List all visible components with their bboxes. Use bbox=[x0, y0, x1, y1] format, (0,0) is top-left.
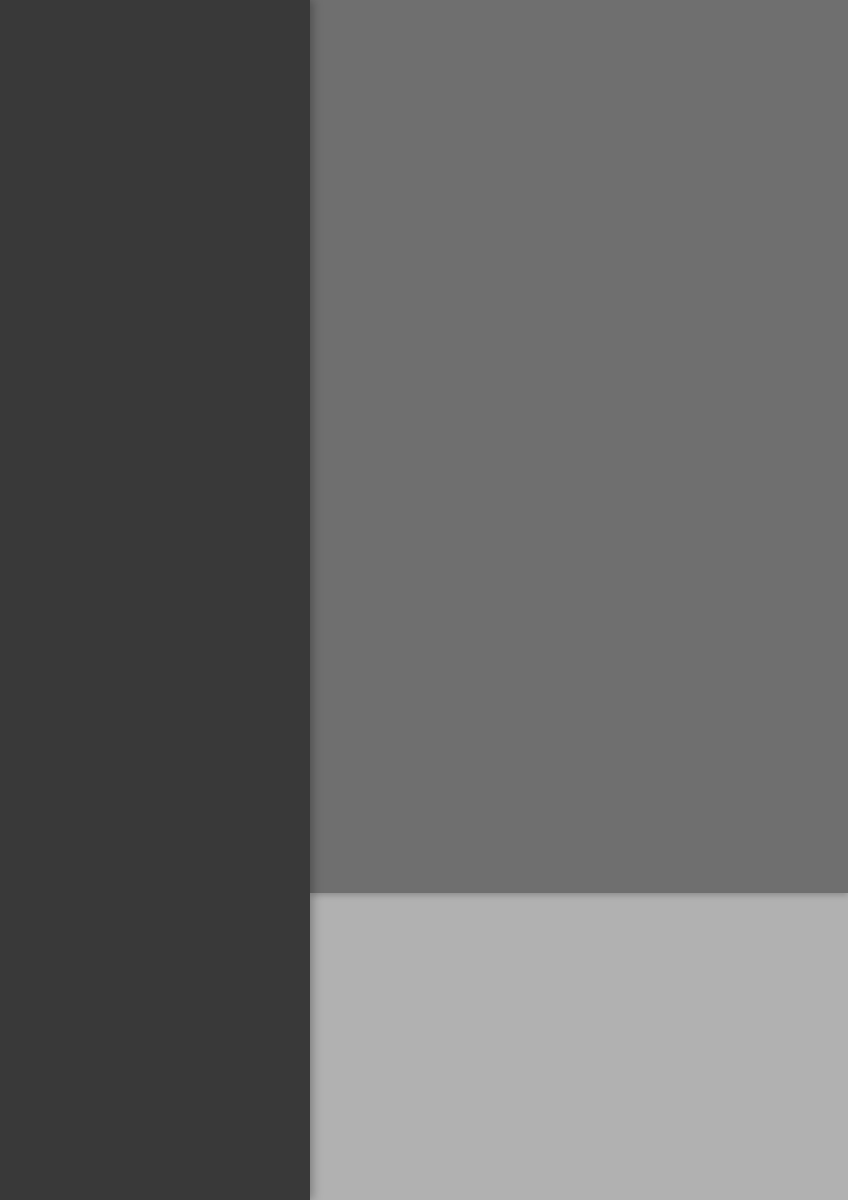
main-panel bbox=[310, 0, 848, 893]
sidebar-panel bbox=[0, 0, 310, 1200]
footer-panel bbox=[310, 893, 848, 1200]
